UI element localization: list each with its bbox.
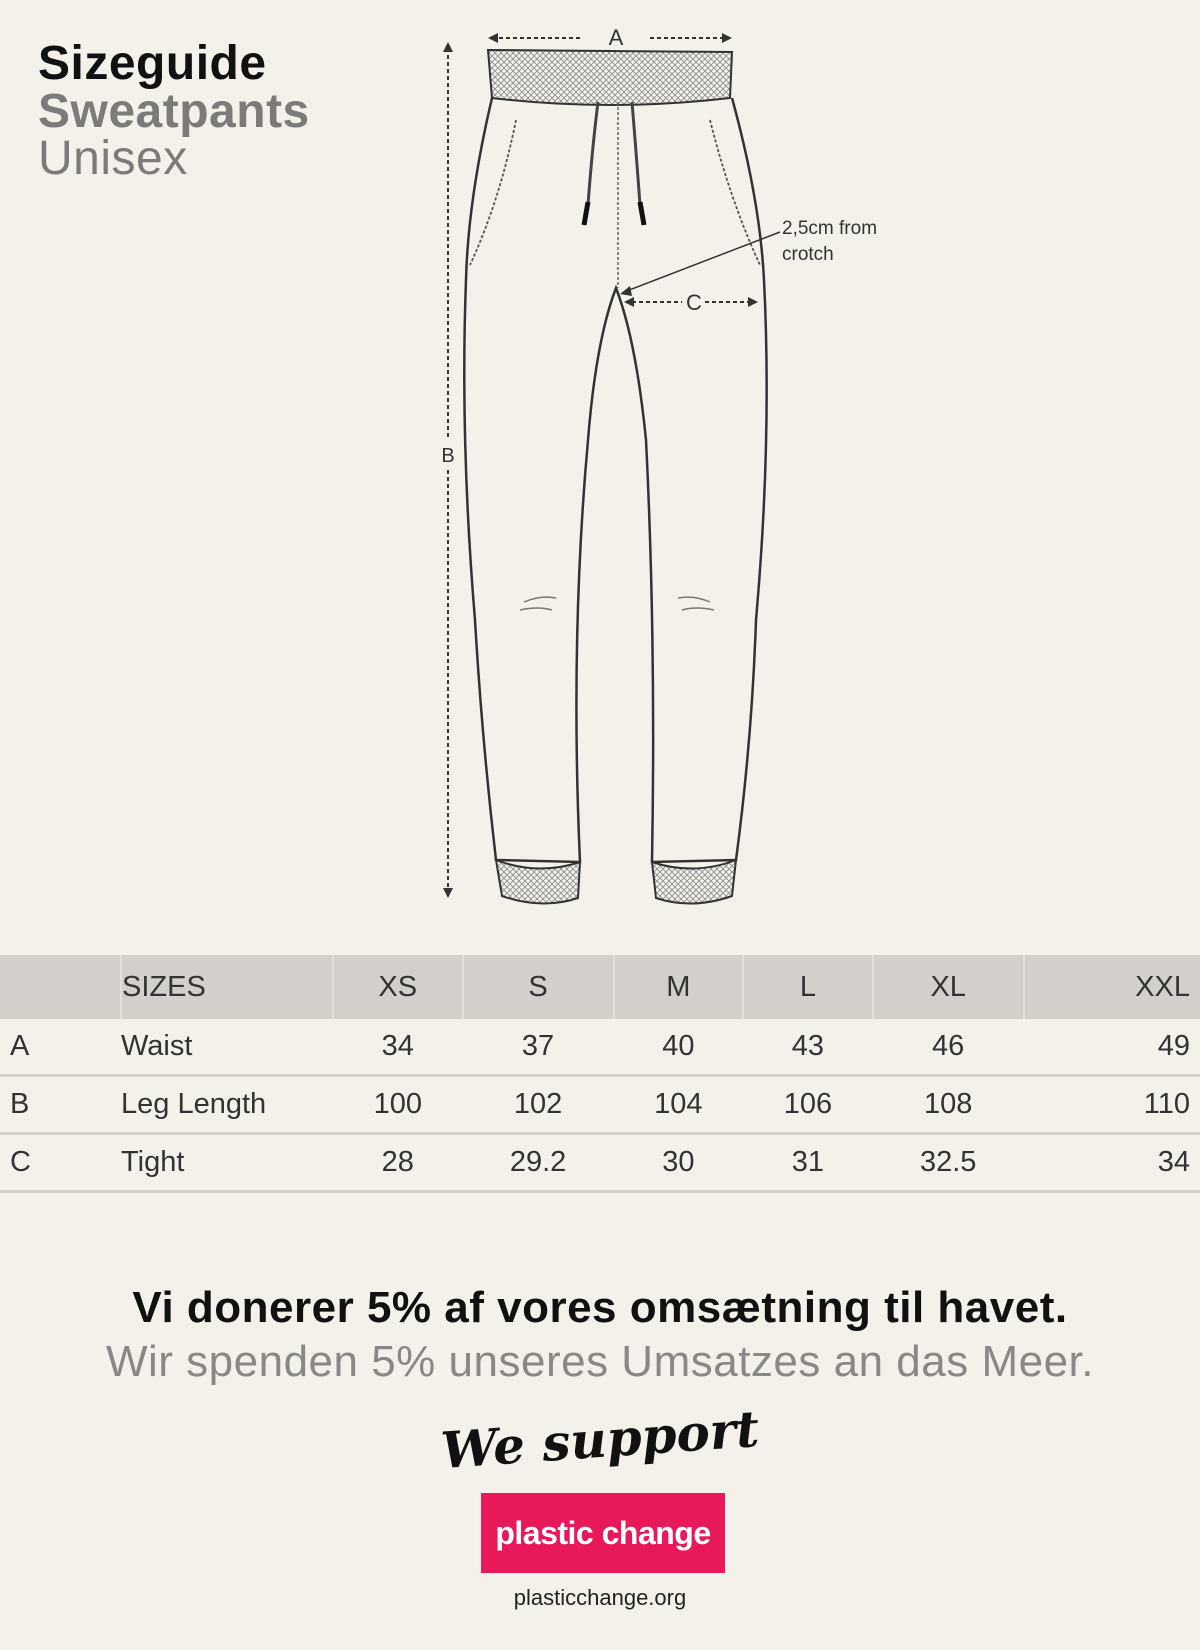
header-sizes: SIZES xyxy=(121,955,333,1019)
table-cell: 102 xyxy=(463,1076,614,1134)
dimension-label-c: C xyxy=(686,290,702,315)
table-cell: 29.2 xyxy=(463,1134,614,1192)
table-cell: 34 xyxy=(1024,1134,1200,1192)
table-cell: 46 xyxy=(873,1019,1024,1076)
sweatpants-diagram xyxy=(420,20,920,920)
header-size-s: S xyxy=(463,955,614,1019)
header-size-xl: XL xyxy=(873,955,1024,1019)
table-cell: 28 xyxy=(333,1134,463,1192)
row-measure: Tight xyxy=(121,1134,333,1192)
row-measure: Leg Length xyxy=(121,1076,333,1134)
donation-text-danish: Vi donerer 5% af vores omsætning til havet. xyxy=(132,1283,1068,1332)
table-row xyxy=(0,1134,1200,1192)
annotation-line-1: 2,5cm from xyxy=(782,218,878,239)
header-size-m: M xyxy=(614,955,744,1019)
dimension-label-b: B xyxy=(441,445,455,467)
table-cell: 43 xyxy=(743,1019,873,1076)
table-cell: 40 xyxy=(614,1019,744,1076)
header-empty xyxy=(0,955,121,1019)
table-cell: 100 xyxy=(333,1076,463,1134)
title-sizeguide: Sizeguide xyxy=(38,37,267,90)
table-cell: 110 xyxy=(1024,1076,1200,1134)
row-letter: C xyxy=(0,1134,121,1192)
table-cell: 106 xyxy=(743,1076,873,1134)
table-cell: 49 xyxy=(1024,1019,1200,1076)
header-size-xs: XS xyxy=(333,955,463,1019)
row-measure: Waist xyxy=(121,1019,333,1076)
table-cell: 32.5 xyxy=(873,1134,1024,1192)
table-cell: 30 xyxy=(614,1134,744,1192)
table-cell: 31 xyxy=(743,1134,873,1192)
plastic-change-logo: plastic change xyxy=(481,1493,725,1573)
dimension-label-a: A xyxy=(608,25,624,50)
plastic-change-url: plasticchange.org xyxy=(513,1585,687,1610)
table-cell: 108 xyxy=(873,1076,1024,1134)
title-block xyxy=(38,37,310,185)
annotation-line-2: crotch xyxy=(782,244,834,265)
donation-text-german: Wir spenden 5% unseres Umsatzes an das Meer. xyxy=(105,1337,1094,1386)
row-letter: B xyxy=(0,1076,121,1134)
table-cell: 37 xyxy=(463,1019,614,1076)
size-table-header xyxy=(0,955,1200,1019)
table-row xyxy=(0,1076,1200,1134)
row-letter: A xyxy=(0,1019,121,1076)
title-gender: Unisex xyxy=(38,132,188,185)
table-row xyxy=(0,1019,1200,1076)
table-cell: 34 xyxy=(333,1019,463,1076)
header-size-l: L xyxy=(743,955,873,1019)
size-table xyxy=(0,955,1200,1193)
header-size-xxl: XXL xyxy=(1024,955,1200,1019)
table-cell: 104 xyxy=(614,1076,744,1134)
title-product: Sweatpants xyxy=(38,85,310,138)
we-support-text: We support xyxy=(439,1398,761,1481)
